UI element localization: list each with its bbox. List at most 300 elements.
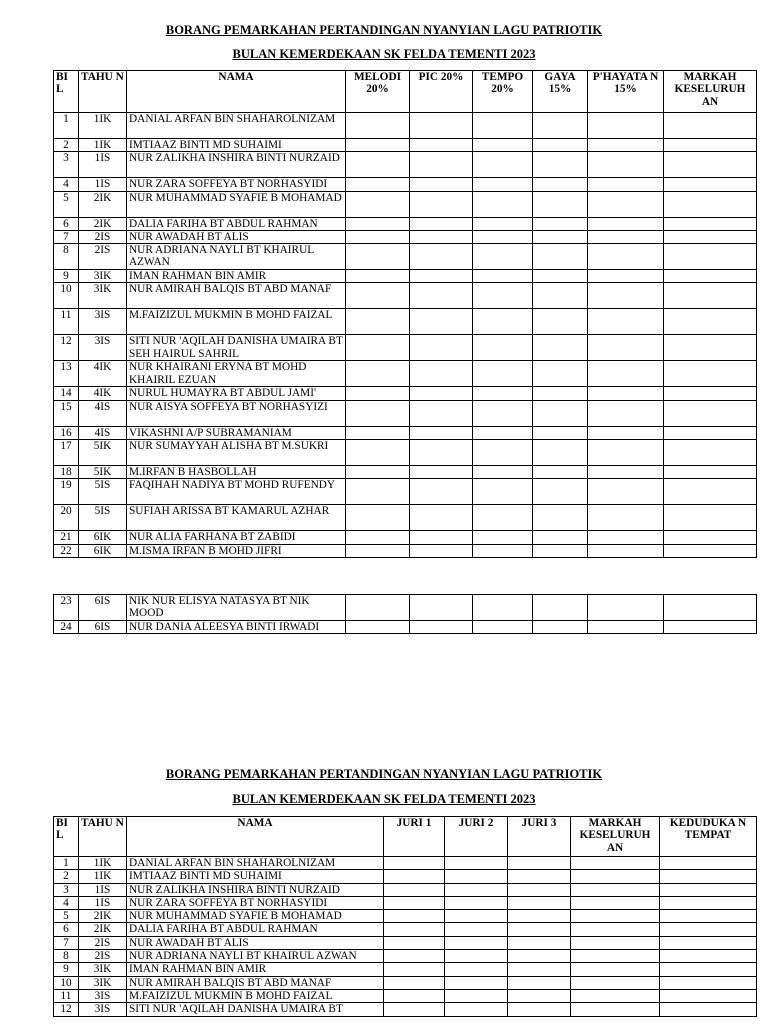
col-juri-3: JURI 3 — [508, 817, 571, 857]
table-row — [54, 139, 757, 152]
score-cell[interactable] — [410, 113, 473, 139]
table-row — [54, 936, 757, 949]
score-cell[interactable] — [533, 217, 588, 230]
score-cell[interactable] — [664, 139, 757, 152]
score-cell[interactable] — [664, 191, 757, 217]
score-cell[interactable] — [384, 1003, 445, 1016]
col-bil: BI L — [54, 817, 79, 857]
table-row — [54, 309, 757, 335]
score-cell[interactable] — [410, 621, 473, 634]
score-cell[interactable] — [664, 544, 757, 557]
score-cell[interactable] — [473, 283, 533, 309]
score-cell[interactable] — [445, 989, 508, 1002]
score-cell[interactable] — [508, 976, 571, 989]
score-cell[interactable] — [588, 595, 664, 621]
score-cell[interactable] — [410, 400, 473, 426]
table-row — [54, 244, 757, 270]
score-cell[interactable] — [473, 139, 533, 152]
col-pic: PIC 20% — [410, 71, 473, 113]
score-cell[interactable] — [533, 400, 588, 426]
score-cell[interactable] — [571, 883, 660, 896]
table-row — [54, 544, 757, 557]
col-kedudukan: KEDUDUKA N TEMPAT — [660, 817, 757, 857]
score-cell[interactable] — [571, 923, 660, 936]
row-class: 1IS — [79, 178, 127, 191]
score-cell[interactable] — [533, 361, 588, 387]
score-cell[interactable] — [664, 152, 757, 178]
score-cell[interactable] — [533, 244, 588, 270]
row-name: NUR AISYA SOFFEYA BT NORHASYIZI — [127, 400, 346, 426]
col-markah: MARKAH KESELURUH AN — [664, 71, 757, 113]
row-name: NUR AMIRAH BALQIS BT ABD MANAF — [127, 283, 346, 309]
score-cell[interactable] — [346, 466, 410, 479]
row-name: IMAN RAHMAN BIN AMIR — [127, 963, 384, 976]
score-cell[interactable] — [533, 387, 588, 400]
score-cell[interactable] — [445, 923, 508, 936]
score-cell[interactable] — [588, 191, 664, 217]
score-cell[interactable] — [473, 270, 533, 283]
row-name: IMAN RAHMAN BIN AMIR — [127, 270, 346, 283]
row-number: 8 — [54, 950, 79, 963]
score-cell[interactable] — [445, 1003, 508, 1016]
score-cell[interactable] — [571, 910, 660, 923]
row-class: 1IK — [79, 870, 127, 883]
score-cell[interactable] — [664, 479, 757, 505]
score-cell[interactable] — [571, 870, 660, 883]
row-class: 1IS — [79, 152, 127, 178]
row-class: 5IK — [79, 440, 127, 466]
row-name: FAQIHAH NADIYA BT MOHD RUFENDY — [127, 479, 346, 505]
row-number: 6 — [54, 923, 79, 936]
score-cell[interactable] — [346, 595, 410, 621]
table-row — [54, 963, 757, 976]
score-cell[interactable] — [346, 544, 410, 557]
score-cell[interactable] — [384, 936, 445, 949]
score-cell[interactable] — [660, 910, 757, 923]
row-number: 11 — [54, 989, 79, 1002]
score-cell[interactable] — [410, 544, 473, 557]
score-cell[interactable] — [660, 976, 757, 989]
score-cell[interactable] — [588, 387, 664, 400]
score-cell[interactable] — [410, 466, 473, 479]
col-tahun: TAHU N — [79, 71, 127, 113]
score-cell[interactable] — [445, 936, 508, 949]
score-cell[interactable] — [571, 1003, 660, 1016]
score-cell[interactable] — [508, 857, 571, 870]
score-cell[interactable] — [664, 440, 757, 466]
row-class: 5IS — [79, 479, 127, 505]
row-name: NUR DANIA ALEESYA BINTI IRWADI — [127, 621, 346, 634]
score-cell[interactable] — [384, 963, 445, 976]
score-cell[interactable] — [508, 989, 571, 1002]
score-cell[interactable] — [533, 113, 588, 139]
score-cell[interactable] — [473, 113, 533, 139]
row-number: 8 — [54, 244, 79, 270]
score-cell[interactable] — [664, 595, 757, 621]
score-cell[interactable] — [346, 505, 410, 531]
row-name: M.FAIZIZUL MUKMIN B MOHD FAIZAL — [127, 989, 384, 1002]
score-cell[interactable] — [664, 283, 757, 309]
score-cell[interactable] — [473, 152, 533, 178]
row-class: 1IK — [79, 113, 127, 139]
score-cell[interactable] — [588, 426, 664, 439]
score-cell[interactable] — [346, 479, 410, 505]
score-cell[interactable] — [508, 870, 571, 883]
row-name: NUR AWADAH BT ALIS — [127, 936, 384, 949]
score-cell[interactable] — [588, 113, 664, 139]
score-cell[interactable] — [473, 178, 533, 191]
score-cell[interactable] — [410, 217, 473, 230]
score-cell[interactable] — [588, 479, 664, 505]
score-cell[interactable] — [346, 531, 410, 544]
score-cell[interactable] — [533, 270, 588, 283]
score-cell[interactable] — [571, 989, 660, 1002]
score-cell[interactable] — [533, 283, 588, 309]
col-juri-2: JURI 2 — [445, 817, 508, 857]
row-name: M.ISMA IRFAN B MOHD JIFRI — [127, 544, 346, 557]
score-cell[interactable] — [664, 309, 757, 335]
score-cell[interactable] — [571, 857, 660, 870]
score-cell[interactable] — [346, 440, 410, 466]
score-cell[interactable] — [660, 963, 757, 976]
score-cell[interactable] — [588, 244, 664, 270]
score-cell[interactable] — [660, 1003, 757, 1016]
score-cell[interactable] — [473, 440, 533, 466]
table-row — [54, 870, 757, 883]
score-cell[interactable] — [588, 283, 664, 309]
score-cell[interactable] — [533, 178, 588, 191]
table-row — [54, 1003, 757, 1016]
score-cell[interactable] — [588, 466, 664, 479]
score-cell[interactable] — [588, 309, 664, 335]
score-cell[interactable] — [445, 963, 508, 976]
col-tempo: TEMPO 20% — [473, 71, 533, 113]
score-cell[interactable] — [410, 335, 473, 361]
row-name: NUR ZALIKHA INSHIRA BINTI NURZAID — [127, 883, 384, 896]
row-name: DANIAL ARFAN BIN SHAHAROLNIZAM — [127, 113, 346, 139]
score-cell[interactable] — [410, 361, 473, 387]
row-class: 1IK — [79, 857, 127, 870]
score-cell[interactable] — [533, 152, 588, 178]
score-cell[interactable] — [445, 857, 508, 870]
score-cell[interactable] — [473, 309, 533, 335]
score-cell[interactable] — [508, 910, 571, 923]
score-cell[interactable] — [664, 387, 757, 400]
table-row — [54, 440, 757, 466]
score-cell[interactable] — [445, 896, 508, 909]
row-number: 16 — [54, 426, 79, 439]
row-class: 3IS — [79, 335, 127, 361]
score-cell[interactable] — [410, 283, 473, 309]
score-cell[interactable] — [473, 230, 533, 243]
score-cell[interactable] — [588, 230, 664, 243]
score-cell[interactable] — [588, 270, 664, 283]
score-cell[interactable] — [473, 335, 533, 361]
score-cell[interactable] — [410, 387, 473, 400]
score-cell[interactable] — [473, 531, 533, 544]
table-row — [54, 400, 757, 426]
score-cell[interactable] — [508, 923, 571, 936]
score-cell[interactable] — [664, 621, 757, 634]
score-cell[interactable] — [533, 544, 588, 557]
table-row — [54, 152, 757, 178]
score-cell[interactable] — [346, 621, 410, 634]
row-number: 6 — [54, 217, 79, 230]
score-cell[interactable] — [473, 426, 533, 439]
row-number: 12 — [54, 335, 79, 361]
score-cell[interactable] — [533, 595, 588, 621]
score-cell[interactable] — [571, 976, 660, 989]
score-cell[interactable] — [473, 191, 533, 217]
score-cell[interactable] — [664, 230, 757, 243]
score-cell[interactable] — [346, 139, 410, 152]
row-class: 1IK — [79, 139, 127, 152]
score-cell[interactable] — [346, 244, 410, 270]
score-cell[interactable] — [410, 191, 473, 217]
score-cell[interactable] — [346, 152, 410, 178]
score-cell[interactable] — [346, 191, 410, 217]
score-cell[interactable] — [664, 426, 757, 439]
table-row — [54, 883, 757, 896]
form2-subtitle: BULAN KEMERDEKAAN SK FELDA TEMENTI 2023 — [232, 792, 536, 806]
score-cell[interactable] — [384, 950, 445, 963]
score-cell[interactable] — [410, 230, 473, 243]
score-cell[interactable] — [346, 113, 410, 139]
score-cell[interactable] — [533, 621, 588, 634]
score-cell[interactable] — [473, 217, 533, 230]
row-number: 3 — [54, 883, 79, 896]
table-row — [54, 426, 757, 439]
score-cell[interactable] — [533, 335, 588, 361]
row-name: NURUL HUMAYRA BT ABDUL JAMI' — [127, 387, 346, 400]
score-cell[interactable] — [346, 283, 410, 309]
score-cell[interactable] — [410, 531, 473, 544]
score-cell[interactable] — [571, 896, 660, 909]
score-cell[interactable] — [346, 400, 410, 426]
score-cell[interactable] — [508, 936, 571, 949]
score-cell[interactable] — [571, 936, 660, 949]
table-row — [54, 531, 757, 544]
row-class: 3IK — [79, 963, 127, 976]
score-cell[interactable] — [473, 505, 533, 531]
score-cell[interactable] — [664, 335, 757, 361]
row-number: 1 — [54, 113, 79, 139]
score-cell[interactable] — [346, 335, 410, 361]
score-cell[interactable] — [508, 963, 571, 976]
score-cell[interactable] — [588, 400, 664, 426]
score-cell[interactable] — [588, 361, 664, 387]
score-cell[interactable] — [660, 896, 757, 909]
score-cell[interactable] — [571, 950, 660, 963]
row-name: NUR ALIA FARHANA BT ZABIDI — [127, 531, 346, 544]
score-cell[interactable] — [571, 963, 660, 976]
score-cell[interactable] — [410, 440, 473, 466]
score-cell[interactable] — [508, 896, 571, 909]
score-cell[interactable] — [588, 544, 664, 557]
table-row — [54, 621, 757, 634]
score-cell[interactable] — [660, 950, 757, 963]
score-cell[interactable] — [445, 976, 508, 989]
score-cell[interactable] — [660, 923, 757, 936]
score-cell[interactable] — [410, 309, 473, 335]
row-name: NUR SUMAYYAH ALISHA BT M.SUKRI — [127, 440, 346, 466]
score-cell[interactable] — [588, 440, 664, 466]
score-cell[interactable] — [660, 936, 757, 949]
score-cell[interactable] — [384, 976, 445, 989]
score-cell[interactable] — [384, 910, 445, 923]
table-row — [54, 230, 757, 243]
score-cell[interactable] — [664, 400, 757, 426]
score-cell[interactable] — [410, 270, 473, 283]
row-class: 3IS — [79, 1003, 127, 1016]
score-cell[interactable] — [346, 387, 410, 400]
score-cell[interactable] — [664, 466, 757, 479]
score-cell[interactable] — [473, 479, 533, 505]
score-cell[interactable] — [346, 309, 410, 335]
score-cell[interactable] — [533, 309, 588, 335]
row-number: 11 — [54, 309, 79, 335]
table-row — [54, 283, 757, 309]
form1-score-table — [53, 70, 757, 558]
score-cell[interactable] — [588, 621, 664, 634]
col-juri-1: JURI 1 — [384, 817, 445, 857]
score-cell[interactable] — [664, 113, 757, 139]
row-class: 3IS — [79, 989, 127, 1002]
score-cell[interactable] — [533, 230, 588, 243]
score-cell[interactable] — [384, 896, 445, 909]
row-class: 2IK — [79, 910, 127, 923]
score-cell[interactable] — [445, 910, 508, 923]
score-cell[interactable] — [384, 857, 445, 870]
score-cell[interactable] — [473, 400, 533, 426]
score-cell[interactable] — [588, 139, 664, 152]
table-row — [54, 950, 757, 963]
score-cell[interactable] — [473, 621, 533, 634]
score-cell[interactable] — [384, 989, 445, 1002]
score-cell[interactable] — [410, 139, 473, 152]
row-name: DALIA FARIHA BT ABDUL RAHMAN — [127, 217, 346, 230]
row-number: 15 — [54, 400, 79, 426]
table-row — [54, 896, 757, 909]
score-cell[interactable] — [346, 230, 410, 243]
score-cell[interactable] — [660, 870, 757, 883]
score-cell[interactable] — [660, 857, 757, 870]
score-cell[interactable] — [660, 989, 757, 1002]
score-cell[interactable] — [533, 479, 588, 505]
score-cell[interactable] — [473, 361, 533, 387]
col-melodi: MELODI 20% — [346, 71, 410, 113]
table-row — [54, 270, 757, 283]
row-class: 4IS — [79, 426, 127, 439]
score-cell[interactable] — [346, 426, 410, 439]
row-number: 10 — [54, 976, 79, 989]
score-cell[interactable] — [410, 244, 473, 270]
score-cell[interactable] — [346, 270, 410, 283]
score-cell[interactable] — [473, 595, 533, 621]
row-number: 2 — [54, 870, 79, 883]
score-cell[interactable] — [588, 178, 664, 191]
score-cell[interactable] — [445, 870, 508, 883]
score-cell[interactable] — [664, 505, 757, 531]
score-cell[interactable] — [410, 505, 473, 531]
score-cell[interactable] — [533, 426, 588, 439]
row-name: NUR AMIRAH BALQIS BT ABD MANAF — [127, 976, 384, 989]
score-cell[interactable] — [473, 387, 533, 400]
row-name: NUR ADRIANA NAYLI BT KHAIRUL AZWAN — [127, 950, 384, 963]
row-class: 2IS — [79, 230, 127, 243]
score-cell[interactable] — [533, 505, 588, 531]
row-class: 6IS — [79, 595, 127, 621]
score-cell[interactable] — [533, 191, 588, 217]
row-number: 5 — [54, 191, 79, 217]
score-cell[interactable] — [588, 505, 664, 531]
row-number: 5 — [54, 910, 79, 923]
row-number: 7 — [54, 936, 79, 949]
score-cell[interactable] — [384, 870, 445, 883]
score-cell[interactable] — [664, 217, 757, 230]
score-cell[interactable] — [473, 466, 533, 479]
score-cell[interactable] — [410, 595, 473, 621]
score-cell[interactable] — [473, 244, 533, 270]
row-name: DALIA FARIHA BT ABDUL RAHMAN — [127, 923, 384, 936]
col-nama: NAMA — [127, 817, 384, 857]
row-name: DANIAL ARFAN BIN SHAHAROLNIZAM — [127, 857, 384, 870]
score-cell[interactable] — [346, 217, 410, 230]
score-cell[interactable] — [384, 883, 445, 896]
score-cell[interactable] — [588, 152, 664, 178]
score-cell[interactable] — [533, 531, 588, 544]
row-class: 1IS — [79, 883, 127, 896]
row-number: 21 — [54, 531, 79, 544]
row-class: 2IK — [79, 191, 127, 217]
score-cell[interactable] — [508, 950, 571, 963]
score-cell[interactable] — [508, 1003, 571, 1016]
score-cell[interactable] — [533, 139, 588, 152]
score-cell[interactable] — [445, 883, 508, 896]
row-class: 4IK — [79, 387, 127, 400]
score-cell[interactable] — [346, 361, 410, 387]
row-name: SUFIAH ARISSA BT KAMARUL AZHAR — [127, 505, 346, 531]
score-cell[interactable] — [664, 244, 757, 270]
table-row — [54, 976, 757, 989]
score-cell[interactable] — [410, 178, 473, 191]
score-cell[interactable] — [533, 440, 588, 466]
row-name: NUR AWADAH BT ALIS — [127, 230, 346, 243]
score-cell[interactable] — [508, 883, 571, 896]
score-cell[interactable] — [664, 178, 757, 191]
score-cell[interactable] — [664, 531, 757, 544]
score-cell[interactable] — [533, 466, 588, 479]
row-number: 24 — [54, 621, 79, 634]
score-cell[interactable] — [410, 426, 473, 439]
row-number: 22 — [54, 544, 79, 557]
score-cell[interactable] — [660, 883, 757, 896]
score-cell[interactable] — [346, 178, 410, 191]
score-cell[interactable] — [410, 479, 473, 505]
score-cell[interactable] — [588, 217, 664, 230]
score-cell[interactable] — [588, 531, 664, 544]
row-number: 20 — [54, 505, 79, 531]
score-cell[interactable] — [445, 950, 508, 963]
score-cell[interactable] — [664, 270, 757, 283]
score-cell[interactable] — [384, 923, 445, 936]
score-cell[interactable] — [410, 152, 473, 178]
row-class: 5IS — [79, 505, 127, 531]
score-cell[interactable] — [473, 544, 533, 557]
row-class: 6IS — [79, 621, 127, 634]
score-cell[interactable] — [664, 361, 757, 387]
score-cell[interactable] — [588, 335, 664, 361]
